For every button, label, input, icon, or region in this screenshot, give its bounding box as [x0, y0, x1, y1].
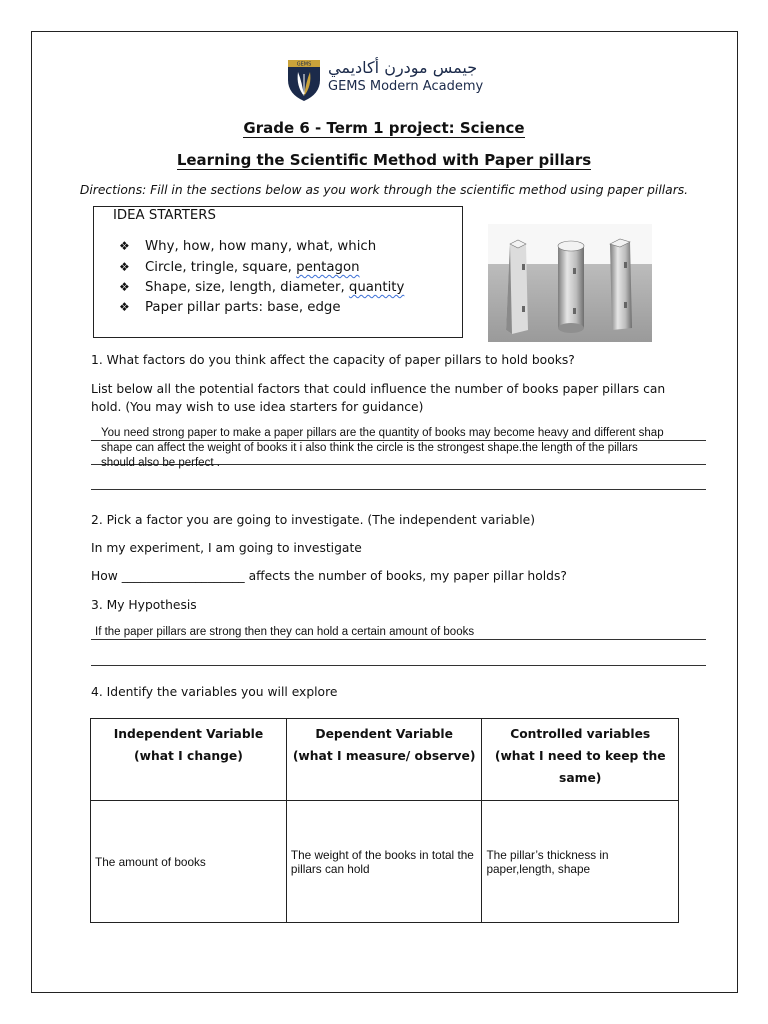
controlled-variables-cell: The pillar’s thickness in paper,length, shape: [482, 801, 679, 923]
idea-starter-item: ❖ Paper pillar parts: base, edge: [119, 300, 341, 315]
question-1: 1. What factors do you think affect the capacity of paper pillars to hold books?: [91, 353, 575, 367]
answer-line: [91, 489, 706, 490]
idea-starter-item: ❖ Shape, size, length, diameter, quantity: [119, 280, 405, 295]
question-2: 2. Pick a factor you are going to investigate. (The independent variable): [91, 513, 536, 527]
bullet-icon: ❖: [119, 300, 130, 314]
independent-variable-header: Independent Variable (what I change): [91, 719, 287, 801]
idea-starter-item: ❖ Circle, tringle, square, pentagon: [119, 260, 360, 275]
answer-line: [91, 440, 706, 441]
variables-table: [90, 718, 679, 923]
bullet-icon: ❖: [119, 239, 130, 253]
answer-1-text: should also be perfect .: [101, 457, 220, 469]
answer-line: [91, 665, 706, 666]
question-3: 3. My Hypothesis: [91, 598, 197, 612]
page-subtitle: Learning the Scientific Method with Paper pillars: [176, 151, 592, 169]
question-4: 4. Identify the variables you will explore: [91, 685, 338, 699]
idea-starters-title: IDEA STARTERS: [113, 208, 216, 223]
independent-variable-cell: The amount of books: [91, 801, 287, 923]
directions-text: Directions: Fill in the sections below as you work through the scientific method using paper pillars.: [79, 183, 689, 197]
paper-pillars-illustration: [488, 224, 652, 342]
hypothesis-text: If the paper pillars are strong then they can hold a certain amount of books: [95, 626, 475, 638]
idea-starter-item: ❖ Why, how, how many, what, which: [119, 239, 377, 254]
question-2-line: How ____________________ affects the number of books, my paper pillar holds?: [91, 569, 567, 583]
controlled-variables-header: Controlled variables (what I need to keep the same): [482, 719, 679, 801]
answer-1-text: You need strong paper to make a paper pillars are the quantity of books may become heavy and different shap: [101, 427, 664, 439]
question-2-line: In my experiment, I am going to investigate: [91, 541, 362, 555]
question-1-instruction: hold. (You may wish to use idea starters for guidance): [91, 400, 424, 414]
dependent-variable-header: Dependent Variable (what I measure/ observe): [286, 719, 482, 801]
logo-english-text: GEMS Modern Academy: [328, 79, 484, 94]
page-title: Grade 6 - Term 1 project: Science: [243, 119, 525, 137]
question-1-instruction: List below all the potential factors that could influence the number of books paper pillars can: [91, 382, 666, 396]
gems-crest-logo: [286, 54, 322, 102]
dependent-variable-cell: The weight of the books in total the pillars can hold: [286, 801, 482, 923]
logo-arabic-text: جيمس مودرن أكاديمي: [328, 58, 478, 77]
bullet-icon: ❖: [119, 260, 130, 274]
crest-text: GEMS: [296, 61, 312, 68]
bullet-icon: ❖: [119, 280, 130, 294]
answer-1-text: shape can affect the weight of books it i also think the circle is the strongest shape.the length of the pillars: [101, 442, 638, 454]
answer-line: [91, 639, 706, 640]
